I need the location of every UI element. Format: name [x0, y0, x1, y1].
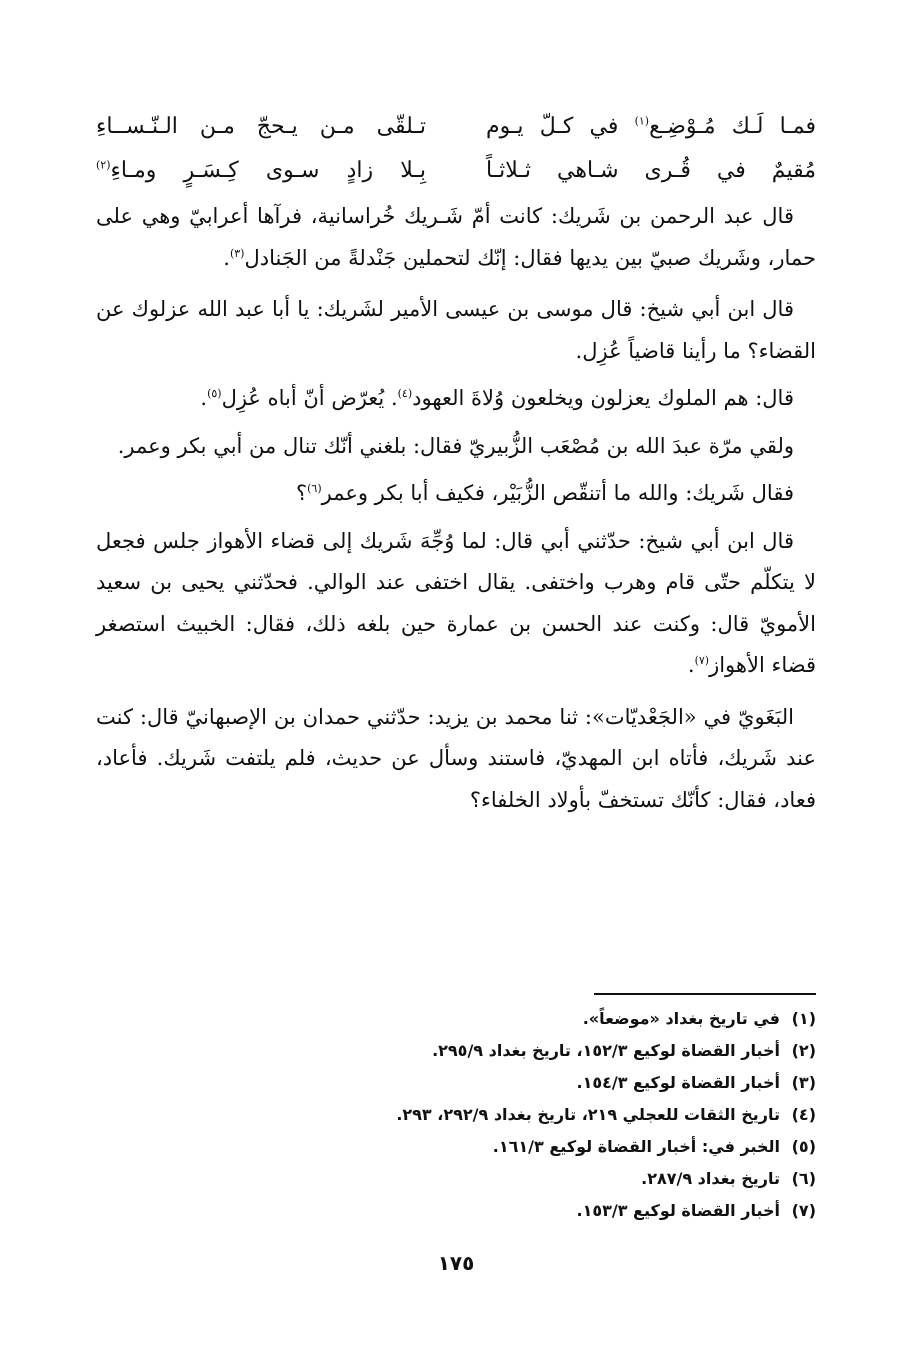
footnote-ref[interactable]: (٥) [207, 387, 222, 400]
paragraph-text: قال ابن أبي شيخ: حدّثني أبي قال: لما وُجِّهَ شَريك إلى قضاء الأهواز جلس فجعل لا يتكلّم حتّى قام وهرب واختفى. يقال اختفى عند الوالي. فحدّثني يحيى بن سعيد الأمويّ قال: وكنت عند الحسن بن عمارة حين بلغه ذلك، فقال: الخبيث استصغر قضاء الأهواز [96, 528, 816, 677]
verse-text: بِـلا زادٍ سـوى كِـسَـرٍ ومـاءِ [110, 157, 426, 183]
paragraph-text: فقال شَريك: والله ما أتنقّص الزُّبَيْر، فكيف أبا بكر وعمر [321, 481, 794, 505]
footnote-text: تاريخ بغداد ٢٨٧/٩. [641, 1169, 780, 1188]
footnote-item [96, 1035, 816, 1067]
footnote-number: (٤) [791, 1105, 816, 1124]
paragraph-text: . يُعرّض أنّ أباه عُزِل [221, 386, 398, 410]
footnote-text: الخبر في: أخبار القضاة لوكيع ١٦١/٣. [492, 1137, 780, 1156]
paragraph-text: البَغَويّ في «الجَعْديّات»: ثنا محمد بن يزيد: حدّثني حمدان بن الإصبهانيّ قال: كنت عند شَريك، فأتاه ابن المهديّ، فاستند وسأل عن حديث، فلم يلتفت شَريك. فأعاد، فعاد، فقال: كأنّك تستخفّ بأولاد الخلفاء؟ [96, 704, 816, 812]
paragraph [96, 697, 816, 822]
footnote-item [96, 1003, 816, 1035]
paragraph [96, 378, 816, 420]
paragraph-text: . [200, 386, 208, 410]
footnote-item [96, 1099, 816, 1131]
footnote-item [96, 1163, 816, 1195]
footnote-text: في تاريخ بغداد «موضعاً». [582, 1009, 780, 1028]
paragraph-text: ؟ [295, 481, 308, 505]
footnote-text: أخبار القضاة لوكيع ١٥٣/٣. [576, 1201, 780, 1220]
verse-first-hemistich: مُقيمٌ في قُـرى شـاهي ثـلاثـاً [486, 157, 816, 183]
paragraph-text: قال: هم الملوك يعزلون ويخلعون وُلاةَ العهود [412, 386, 794, 410]
verse-second-hemistich: تـلقّى مـن يـحجّ مـن الـنّـســاءِ [96, 113, 426, 139]
footnote-number: (٥) [791, 1137, 816, 1156]
paragraph-text: قال عبد الرحمن بن شَريك: كانت أمّ شَـريك خُراسانية، فرآها أعرابيّ وهي على حمار، وشَريك صبيّ بين يديها فقال: إنّك لتحملين جَنْدلةً من الجَنادل [96, 204, 816, 270]
poem [96, 104, 816, 192]
footnote-item [96, 1195, 816, 1227]
footnote-number: (٧) [791, 1201, 816, 1220]
body-text [96, 196, 816, 831]
footnote-ref[interactable]: (٧) [694, 654, 710, 667]
paragraph [96, 473, 816, 515]
footnote-ref[interactable]: (١) [634, 114, 650, 128]
footnote-ref[interactable]: (٢) [96, 158, 111, 172]
footnotes [96, 1003, 816, 1227]
verse-text: فمـا لَـك مُـوْضِـع [649, 113, 816, 139]
footnote-text: أخبار القضاة لوكيع ١٥٤/٣. [576, 1073, 780, 1092]
footnote-number: (٣) [791, 1073, 816, 1092]
footnote-ref[interactable]: (٦) [307, 482, 322, 495]
footnote-number: (٦) [791, 1169, 816, 1188]
verse-second-hemistich [96, 158, 426, 183]
verse-line [96, 104, 816, 148]
paragraph-text: قال ابن أبي شيخ: قال موسى بن عيسى الأمير لشَريك: يا أبا عبد الله عزلوك عن القضاء؟ ما رأينا قاضياً عُزِل. [96, 297, 816, 363]
paragraph [96, 196, 816, 279]
footnote-number: (١) [791, 1009, 816, 1028]
paragraph [96, 289, 816, 372]
paragraph-text: . [687, 653, 695, 677]
footnote-separator [594, 993, 816, 995]
footnote-number: (٢) [791, 1041, 816, 1060]
footnote-text: تاريخ الثقات للعجلي ٢١٩، تاريخ بغداد ٢٩٢/٩، ٢٩٣. [396, 1105, 780, 1124]
paragraph [96, 426, 816, 468]
footnote-ref[interactable]: (٤) [397, 387, 413, 400]
footnote-item [96, 1067, 816, 1099]
verse-first-hemistich [486, 114, 816, 139]
paragraph [96, 521, 816, 687]
verse-text: في كـلّ يـوم [486, 113, 635, 139]
paragraph-text: . [223, 245, 230, 270]
page-number: ١٧٥ [437, 1251, 475, 1275]
verse-line [96, 148, 816, 192]
footnote-text: أخبار القضاة لوكيع ١٥٢/٣، تاريخ بغداد ٢٩٥/٩. [432, 1041, 780, 1060]
paragraph-text: ولقي مرّة عبدَ الله بن مُصْعَب الزُّبيريّ فقال: بلغني أنّك تنال من أبي بكر وعمر. [117, 433, 794, 458]
footnote-ref[interactable]: (٣) [229, 246, 245, 260]
footnote-item [96, 1131, 816, 1163]
